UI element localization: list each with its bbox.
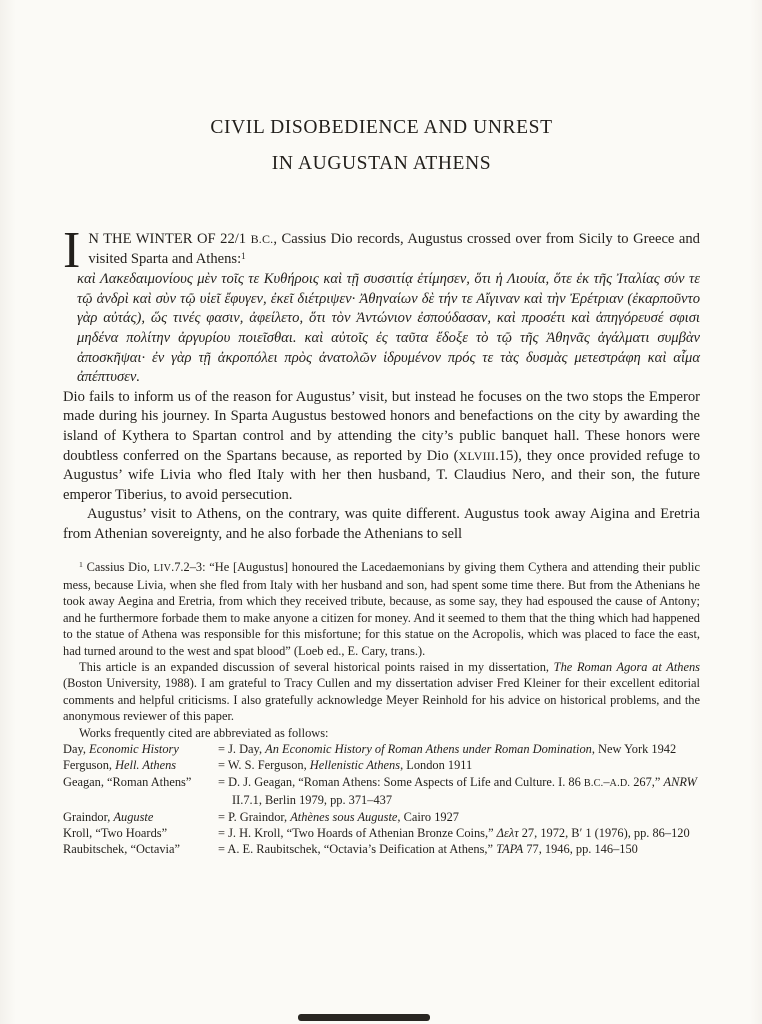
abbrev-label: Kroll, “Two Hoards” (63, 826, 168, 840)
footnotes-section (63, 559, 700, 858)
article-title (63, 110, 700, 182)
abbrev-definition: = P. Graindor, Athènes sous Auguste, Cairo 1927 (218, 809, 459, 824)
abbrev-label: Day, Economic History (63, 741, 179, 756)
article-body (63, 222, 700, 545)
abbrev-label: Ferguson, Hell. Athens (63, 758, 177, 773)
paragraph-athens-visit: Augustus’ visit to Athens, on the contrary, was quite different. Augustus took away Aigina and Eretria from Athenian sovereignty, and he also forbade the Athenians to sell (63, 506, 700, 542)
opening-paragraph (63, 222, 700, 279)
footnote-1: $^1$ Cassius Dio, LIV.7.2–3: “He [Augustus] honoured the Lacedaemonians by giving them Cythera and attending their public mess, because Livia, when she fled from Italy with her husband and son, had spent some time there. But from the Athenians he took away Aegina and Eretria, from which they received tribute, because, as some say, they had espoused the cause of Antony; and he furthermore forbade them to make anyone a citizen for money. And it seemed to them that the thing which had happened to the statue of Athena was responsible for this misfortune; for this statue on the Acropolis, which was placed to face the east, had turned around to the west and spat blood” (Loeb ed., E. Cary, trans.). (63, 559, 700, 658)
abbrev-row-geagan (63, 774, 700, 809)
greek-quotation: καὶ Λακεδαιμονίους μὲν τοῖς τε Κυθήροις καὶ τῇ συσσιτίᾳ ἐτίμησεν, ὅτι ἡ Λιουία, ὅτε ἐκ τῆς Ἰταλίας σύν τε τῷ ἀνδρὶ καὶ σὺν τῷ υἱεῖ ἔφυγεν, ἐκεῖ διέτριψεν· Ἀθηναίων δὲ τήν τε Αἴγιναν καὶ τὴν Ἐρέτριαν (ἐκαρποῦντο γὰρ αὐτάς), ὥς τινές φασιν, ἀφείλετο, ὅτι τὸν Ἀντώνιον ἐσπούδασαν, καὶ προσέτι καὶ ἀπηγόρευσέ σφισι μηδένα πολίτην ἀργυρίου ποιεῖσθαι. καὶ αὐτοῖς ἐς ταῦτα ἔδοξε τὸ τῷ τῆς Ἀθηνᾶς ἀγάλματι συμβὰν ἀποσκῆψαι· ἐν γὰρ τῇ ἀκροπόλει πρὸς ἀνατολῶν ἱδρυμένον πρός τε τὰς δυσμὰς μετεστράφη καὶ αἷμα ἀπέπτυσεν. (77, 271, 700, 386)
abbrev-label: Raubitschek, “Octavia” (63, 842, 180, 857)
title-line-2: IN AUGUSTAN ATHENS (271, 153, 492, 174)
abbrev-row-raubitschek (63, 841, 700, 857)
works-cited-intro: Works frequently cited are abbreviated as follows: (79, 725, 329, 740)
opening-paragraph-text: N THE WINTER OF 22/1 B.C., Cassius Dio records, Augustus crossed over from Sicily to Greece and visited Sparta and Athens:$^1$ (88, 231, 700, 267)
abbrev-label: Graindor, Auguste (63, 809, 154, 824)
dropcap-initial: I (63, 222, 81, 279)
abbrev-definition: = W. S. Ferguson, Hellenistic Athens, London 1911 (218, 758, 473, 773)
abbrev-definition: = D. J. Geagan, “Roman Athens: Some Aspects of Life and Culture. I. 86 B.C.–A.D. 267,” ANRW II.7.1, Berlin 1979, pp. 371–437 (218, 774, 697, 808)
abbrev-row-kroll (63, 825, 700, 841)
scan-artifact (298, 1014, 430, 1021)
abbrev-row-ferguson (63, 757, 700, 773)
abbrev-row-graindor (63, 809, 700, 825)
footnote-acknowledgments: This article is an expanded discussion of several historical points raised in my dissertation, The Roman Agora at Athens (Boston University, 1988). I am grateful to Tracy Cullen and my dissertation adviser Fred Kleiner for their excellent editorial comments and helpful criticisms. I also gratefully acknowledge Meyer Reinhold for his advice on historical problems, and the anonymous reviewer of this paper. (63, 659, 700, 724)
abbrev-definition: = A. E. Raubitschek, “Octavia’s Deification at Athens,” TAPA 77, 1946, pp. 146–150 (218, 842, 638, 857)
title-line-1: CIVIL DISOBEDIENCE AND UNREST (210, 117, 553, 138)
abbreviation-list (63, 741, 700, 858)
abbrev-definition: = J. H. Kroll, “Two Hoards of Athenian Bronze Coins,” Δελτ 27, 1972, Β′ 1 (1976), pp. 86–120 (218, 826, 690, 840)
abbrev-row-day (63, 741, 700, 757)
abbrev-definition: = J. Day, An Economic History of Roman Athens under Roman Domination, New York 1942 (218, 741, 677, 756)
abbrev-label: Geagan, “Roman Athens” (63, 774, 192, 789)
paragraph-dio-report: Dio fails to inform us of the reason for Augustus’ visit, but instead he focuses on the two stops the Emperor made during his journey. In Sparta Augustus bestowed honors and benefactions on the city by awarding the island of Kythera to Spartan control and by attending the city’s public banquet hall. These honors were doubtless conferred on the Spartans because, as reported by Dio (XLVIII.15), they once provided refuge to Augustus’ wife Livia who fled Italy with her then husband, T. Claudius Nero, and their son, the future emperor Tiberius, to avoid persecution. (63, 388, 700, 503)
